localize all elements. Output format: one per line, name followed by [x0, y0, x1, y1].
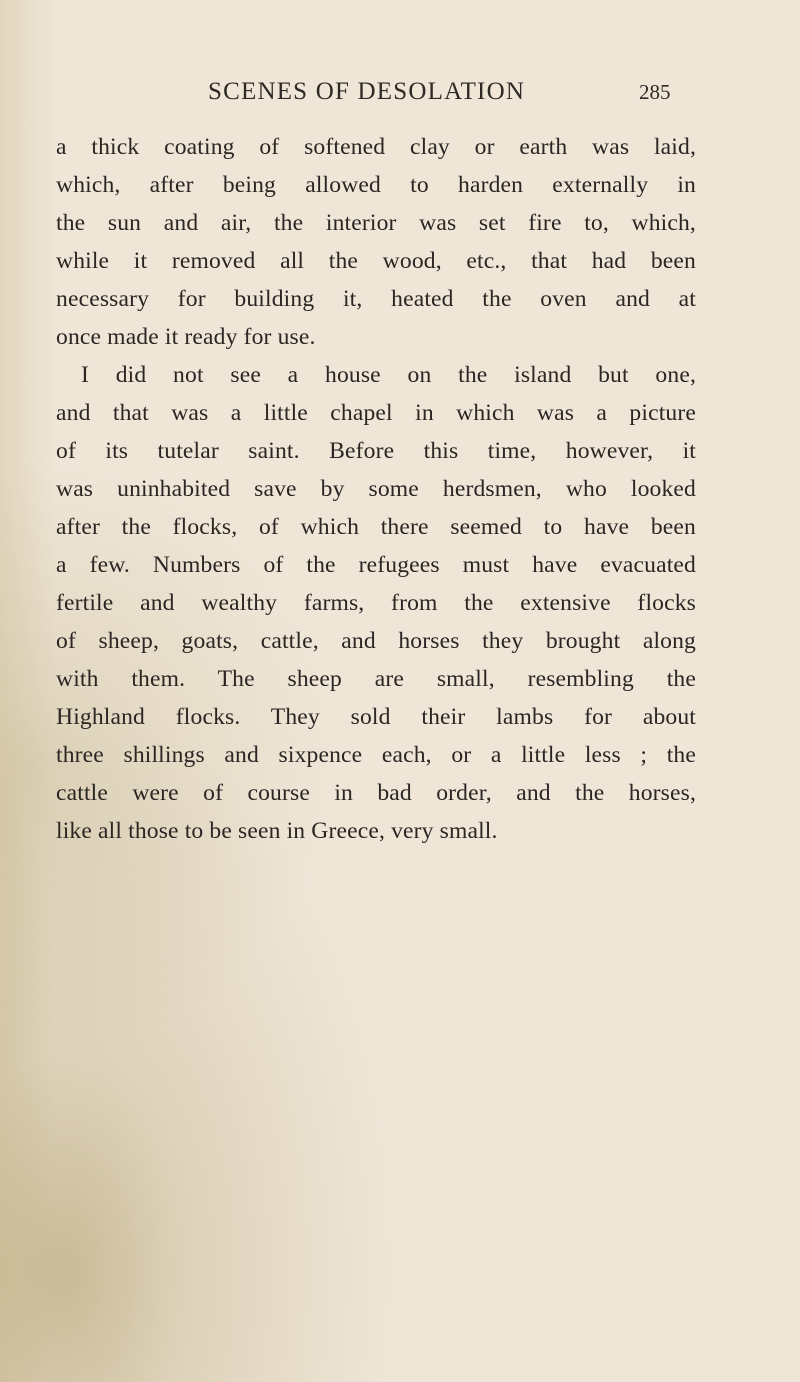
text-line: cattle were of course in bad order, and the horses, [56, 780, 696, 806]
text-line: was uninhabited save by some herdsmen, who looked [56, 476, 696, 502]
text-line: I did not see a house on the island but one, [81, 362, 696, 388]
text-line: with them. The sheep are small, resembling the [56, 666, 696, 692]
text-line: after the flocks, of which there seemed to have been [56, 514, 696, 540]
text-line: a thick coating of softened clay or earth was laid, [56, 134, 696, 160]
running-head: SCENES OF DESOLATION [208, 78, 526, 105]
text-line: a few. Numbers of the refugees must have evacuated [56, 552, 696, 578]
page-header [0, 78, 800, 112]
text-line: fertile and wealthy farms, from the extensive flocks [56, 590, 696, 616]
text-line: like all those to be seen in Greece, very small. [56, 818, 498, 844]
text-line: necessary for building it, heated the oven and at [56, 286, 696, 312]
text-line: Highland flocks. They sold their lambs for about [56, 704, 696, 730]
page-number: 285 [639, 80, 671, 104]
text-line: of its tutelar saint. Before this time, however, it [56, 438, 696, 464]
text-line: which, after being allowed to harden externally in [56, 172, 696, 198]
text-line: three shillings and sixpence each, or a little less ; the [56, 742, 696, 768]
body-text [56, 128, 696, 850]
text-line: the sun and air, the interior was set fire to, which, [56, 210, 696, 236]
text-line: and that was a little chapel in which was a picture [56, 400, 696, 426]
text-line: of sheep, goats, cattle, and horses they brought along [56, 628, 696, 654]
text-line: while it removed all the wood, etc., that had been [56, 248, 696, 274]
text-line: once made it ready for use. [56, 324, 316, 350]
